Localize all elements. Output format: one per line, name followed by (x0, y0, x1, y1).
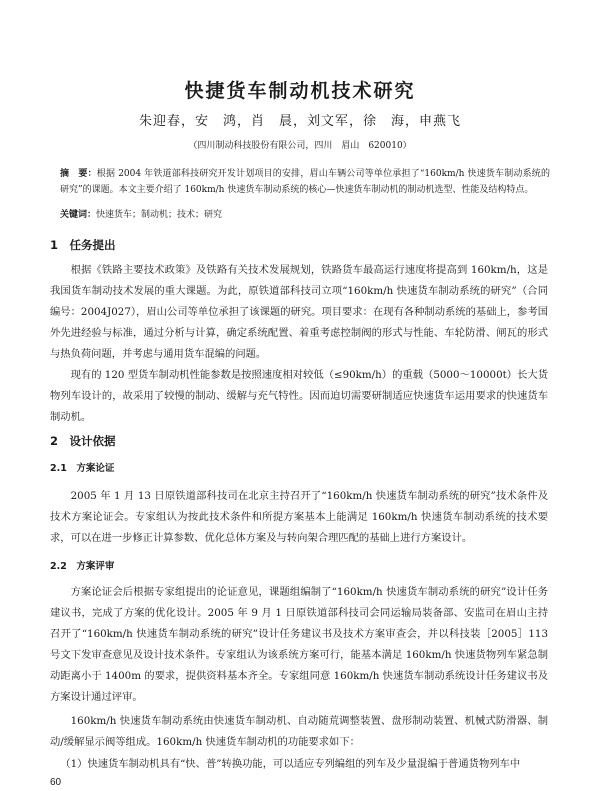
paper-title: 快捷货车制动机技术研究 (184, 80, 416, 102)
paragraph: 现有的 120 型货车制动机性能参数是按照速度相对较低（≤90km/h）的重载（5000～10000t）长大货物列车设计的，故采用了较慢的制动、缓解与充气特性。因而迫切需要研制适应快速货车运用要求的快速货车制动机。 (50, 369, 548, 423)
abstract (60, 166, 550, 198)
paragraph: 2005 年 1 月 13 日原铁道部科技司在北京主持召开了“160km/h 快速货车制动系统的研究”技术条件及技术方案论证会。专家组认为按此技术条件和所提方案基本上能满足 160km/h 快速货车制动系统的技术要求，可以在进一步修正计算参数、优化总体方案及与转向架合理匹配的基础上进行方案设计。 (50, 490, 549, 544)
abstract-text: 根据 2004 年铁道部科技研究开发计划项目的安排，眉山车辆公司等单位承担了“160km/h 快速货车制动系统的研究”的课题。本文主要介绍了 160km/h 快速货车制动系统的核心—快速货车制动机的制动机选型、性能及结构特点。 (60, 169, 550, 195)
paragraph: 根据《铁路主要技术政策》及铁路有关技术发展规划，铁路货车最高运行速度将提高到 160km/h，这是我国货车制动技术发展的重大课题。为此，原铁道部科技司立项“160km/h 快速货车制动系统的研究”（合同编号：2004J027），眉山公司等单位承担了该课题的研究。项目要求：在现有各种制动系统的基础上，参考国外先进经验与标准，通过分析与计算，确定系统配置、着重考虑控制阀的形式与性能、车轮防滑、闸瓦的形式与热负荷问题，并考虑与通用货车混编的问题。 (50, 264, 548, 360)
keywords (60, 208, 550, 222)
section-heading-design-basis: 2 设计依据 (50, 434, 116, 448)
section-heading-task: 1 任务提出 (50, 238, 116, 252)
paragraph: 方案论证会后根据专家组提出的论证意见，课题组编制了“160km/h 快速货车制动系统的研究”设计任务建议书，完成了方案的优化设计。2005 年 9 月 1 日原铁道部科技司会同运输局装备部、安监司在眉山主持召开了“160km/h 快速货车制动系统的研究”设计任务建议书及技术方案审查会，并以科技装［2005］113 号文下发审查意见及设计技术条件。专家组认为该系统方案可行，能基本满足 160km/h 快速货物列车紧急制动距离小于 1400m 的要求，提供资料基本齐全。专家组同意 160km/h 快速货车制动系统设计任务建议书及方案设计通过评审。 (50, 586, 548, 703)
abstract-label: 摘 要： (60, 169, 97, 179)
keywords-text: 快速货车；制动机；技术；研究 (96, 210, 223, 220)
affiliation: （四川制动科技股份有限公司，四川 眉山 620010） (188, 141, 412, 151)
paragraph: 160km/h 快速货车制动系统由快速货车制动机、自动随荒调整装置、盘形制动装置、机械式防滑器、制动/缓解显示阀等组成。160km/h 快速货车制动机的功能要求如下： (50, 715, 548, 748)
subsection-heading-scheme-review: 2.2 方案评审 (50, 561, 115, 572)
paragraph: （1）快速货车制动机具有“快、普”转换功能，可以适应专列编组的列车及少量混编于普通货物列车中 (60, 758, 521, 770)
page-number: 60 (50, 777, 62, 788)
keywords-label: 关键词： (60, 210, 97, 220)
subsection-heading-scheme-demonstration: 2.1 方案论证 (50, 463, 115, 474)
author-list: 朱迎春，安 鸿，肖 晨，刘文军，徐 海，申燕飞 (138, 114, 461, 129)
